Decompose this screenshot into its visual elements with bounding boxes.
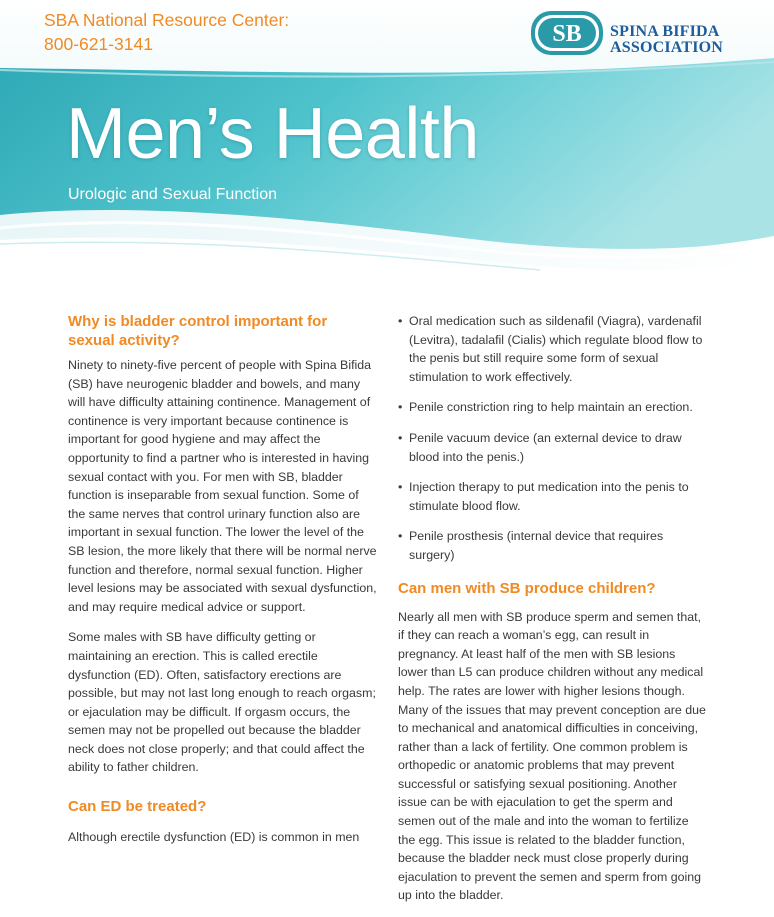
section-heading-children: Can men with SB produce children? xyxy=(398,579,656,597)
sba-logo-wordmark xyxy=(610,24,723,56)
paragraph-fertility: Nearly all men with SB produce sperm and semen that, if they can reach a woman’s egg, can result in pregnancy. At least half of the men with SB lesions lower than L5 can produce children without any medical help. The rates are lower with higher lesions though. Many of the issues that may prevent conception are due to mechanical and anatomical difficulties in conceiving, rather than a lack of fertility. One common problem is orthopedic or anatomic problems that may prevent successful or satisfying sexual positioning. Another issue can be with ejaculation to get the sperm and semen out of the male and into the woman to fertilize the egg. This issue is related to the bladder function, because the bladder neck must close properly during ejaculation to prevent the semen and sperm from going up into the bladder. xyxy=(398,609,706,903)
resource-center xyxy=(44,8,289,56)
list-item: • Penile prosthesis (internal device that requires surgery) xyxy=(398,527,708,564)
resource-center-label: SBA National Resource Center: xyxy=(44,10,290,30)
section-heading-bladder-control: Why is bladder control important for sexual activity? xyxy=(68,313,328,349)
right-column xyxy=(398,312,708,917)
left-column xyxy=(68,312,378,859)
page-subtitle: Urologic and Sexual Function xyxy=(68,186,278,203)
list-item: • Penile vacuum device (an external device to draw blood into the penis.) xyxy=(398,429,708,466)
logo-name-line1: SPINA BIFIDA xyxy=(610,23,720,40)
sba-logo-letters: SB xyxy=(552,21,582,47)
section-heading-ed-treatment: Can ED be treated? xyxy=(68,798,207,816)
page-title: Men’s Health xyxy=(66,94,479,174)
sba-logo xyxy=(530,10,730,58)
list-item: • Penile constriction ring to help maintain an erection. xyxy=(398,398,708,417)
paragraph-ed-intro: Although erectile dysfunction (ED) is common in men xyxy=(68,830,360,845)
list-item: • Injection therapy to put medication into the penis to stimulate blood flow. xyxy=(398,478,708,515)
list-item: • Oral medication such as sildenafil (Viagra), vardenafil (Levitra), tadalafil (Cialis) which regulate blood flow to the penis but still require some form of sexual stimulation to work effectively. xyxy=(398,312,708,386)
paragraph-erectile-dysfunction: Some males with SB have difficulty getting or maintaining an erection. This is called erectile dysfunction (ED). Often, satisfactory erections are possible, but may not last long enough to reach orgasm; or ejaculation may be difficult. If orgasm occurs, the semen may not be propelled out because the bladder neck does not close properly; and that could affect the ability to father children. xyxy=(68,630,376,775)
paragraph-continence: Ninety to ninety-five percent of people with Spina Bifida (SB) have neurogenic bladder and bowels, and many will have difficulty attaining continence. Management of continence is very important because continence is important for good hygiene and may affect the opportunity to find a partner who is interested in having sexual contact with you. For men with SB, bladder function is inseparable from sexual function. Some of the same nerves that control urinary function also are important in sexual function. The lower the level of the SB lesion, the more likely that there will be normal nerve function and therefore, normal sexual function. Higher level lesions may be associated with sexual dysfunction, and may require medical advice or support. xyxy=(68,358,377,614)
logo-name-line2: ASSOCIATION xyxy=(610,39,724,56)
resource-center-phone[interactable]: 800-621-3141 xyxy=(44,34,153,54)
treatment-list xyxy=(398,312,708,565)
sba-logo-icon xyxy=(530,10,604,56)
